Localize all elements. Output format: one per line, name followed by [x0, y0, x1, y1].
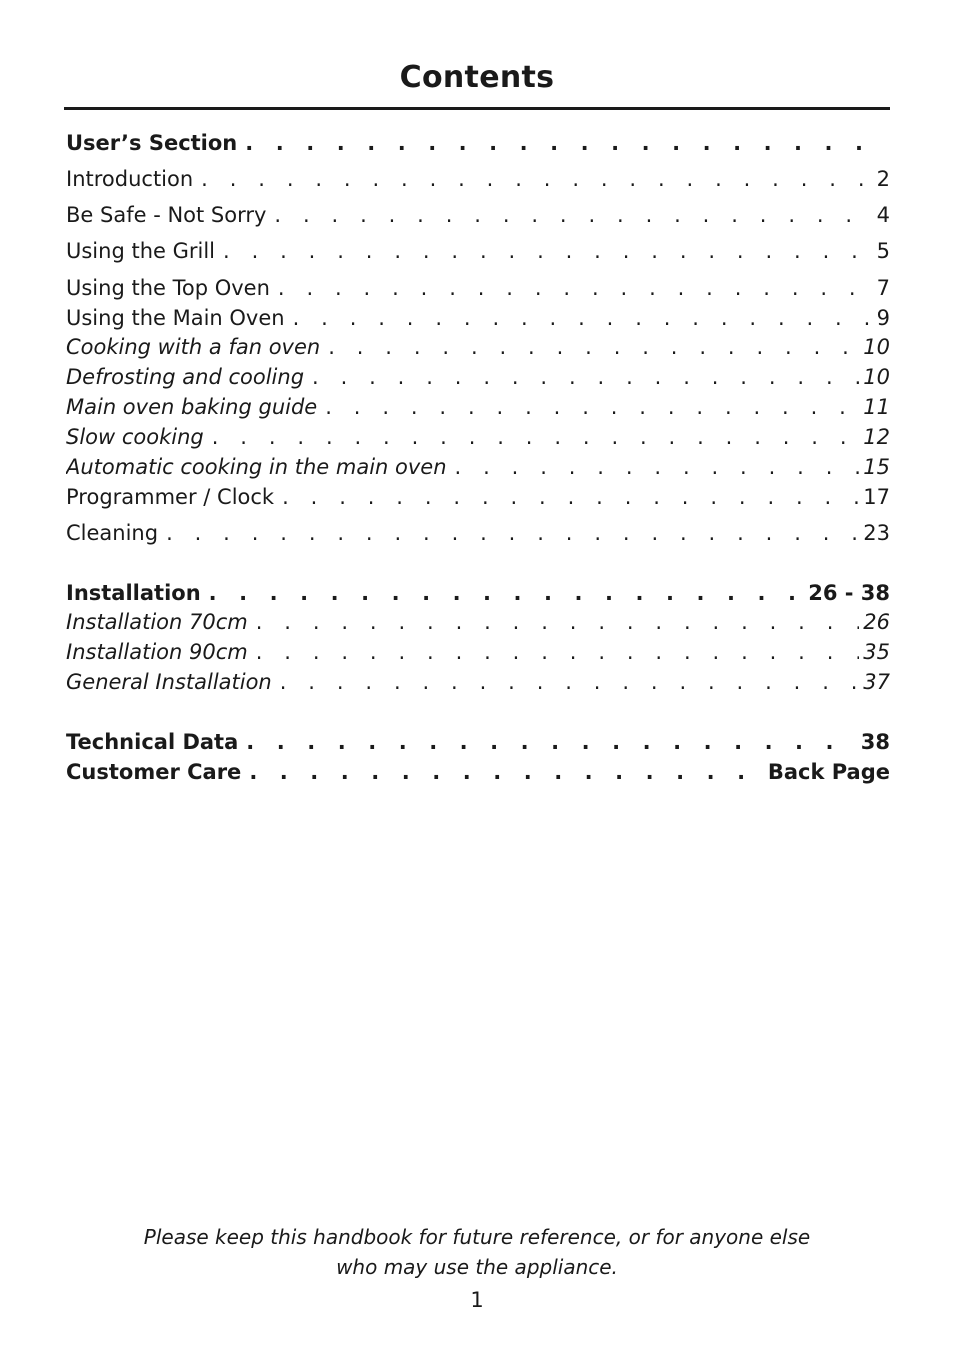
toc-heading-users-section — [66, 128, 890, 156]
toc-page: 2 — [876, 167, 890, 191]
page-number: 1 — [470, 1288, 484, 1312]
toc-leader — [243, 130, 886, 156]
toc-label: Programmer / Clock — [66, 485, 275, 509]
toc-page: Back Page — [767, 760, 890, 784]
toc-entry-installation-90cm — [66, 637, 890, 665]
toc-heading-installation — [66, 578, 890, 606]
toc-page: 12 — [863, 425, 890, 449]
toc-page: 4 — [876, 203, 890, 227]
page-title: Contents — [399, 60, 555, 95]
toc-label: Using the Main Oven — [66, 306, 285, 330]
toc-leader — [247, 759, 764, 785]
toc-entry-fan-oven — [66, 332, 890, 360]
toc-page: 38 — [860, 730, 890, 754]
toc-page: 17 — [863, 485, 890, 509]
toc-label: Using the Grill — [66, 239, 216, 263]
toc-page: 15 — [863, 455, 890, 479]
toc-page: 5 — [876, 239, 890, 263]
toc-label: Installation 90cm — [66, 640, 248, 664]
toc-entry-be-safe — [66, 200, 890, 228]
toc-page: 10 — [863, 335, 890, 359]
toc-leader — [326, 334, 859, 360]
toc-page: 35 — [863, 640, 890, 664]
toc-heading-technical-data — [66, 727, 890, 755]
toc-leader — [280, 484, 859, 510]
toc-label: User’s Section — [66, 131, 238, 155]
toc-entry-cleaning — [66, 518, 890, 546]
toc-page: 26 — [863, 610, 890, 634]
toc-label: Cooking with a fan oven — [66, 335, 321, 359]
toc-page: 9 — [876, 306, 890, 330]
toc-entry-slow-cooking — [66, 422, 890, 450]
toc-label: Slow cooking — [66, 425, 204, 449]
toc-page: 7 — [876, 276, 890, 300]
toc-label: Installation 70cm — [66, 610, 248, 634]
toc-label: Defrosting and cooling — [66, 365, 305, 389]
toc-leader — [278, 669, 860, 695]
toc-leader — [291, 305, 873, 331]
toc-label: Be Safe - Not Sorry — [66, 203, 267, 227]
toc-leader — [254, 639, 860, 665]
toc-leader — [210, 424, 860, 450]
toc-label: Technical Data — [66, 730, 239, 754]
toc-label: Customer Care — [66, 760, 242, 784]
toc-entry-general-installation — [66, 667, 890, 695]
toc-leader — [254, 609, 860, 635]
toc-leader — [323, 394, 859, 420]
toc-page: 23 — [863, 521, 890, 545]
toc-entry-installation-70cm — [66, 607, 890, 635]
title-divider — [64, 107, 890, 110]
toc-label: Automatic cooking in the main oven — [66, 455, 447, 479]
toc-leader — [207, 580, 805, 606]
toc-heading-customer-care — [66, 757, 890, 785]
toc-leader — [453, 454, 860, 480]
toc-label: Cleaning — [66, 521, 159, 545]
toc-page: 10 — [863, 365, 890, 389]
footnote-line-2: who may use the appliance. — [336, 1255, 618, 1279]
toc-label: Using the Top Oven — [66, 276, 270, 300]
toc-label: Main oven baking guide — [66, 395, 318, 419]
toc-label: Introduction — [66, 167, 194, 191]
toc-leader — [199, 166, 872, 192]
footnote-line-1: Please keep this handbook for future reference, or for anyone else — [143, 1225, 811, 1249]
toc-entry-baking-guide — [66, 392, 890, 420]
toc-leader — [276, 275, 873, 301]
toc-leader — [221, 238, 873, 264]
toc-entry-introduction — [66, 164, 890, 192]
toc-entry-top-oven — [66, 273, 890, 301]
toc-label: Installation — [66, 581, 201, 605]
toc-page: 37 — [863, 670, 890, 694]
toc-page: 26 - 38 — [808, 581, 890, 605]
toc-page: 11 — [863, 395, 890, 419]
toc-leader — [272, 202, 872, 228]
toc-leader — [310, 364, 859, 390]
toc-leader — [244, 729, 857, 755]
toc-entry-main-oven — [66, 303, 890, 331]
toc-entry-using-grill — [66, 236, 890, 264]
toc-leader — [164, 520, 859, 546]
toc-entry-defrosting — [66, 362, 890, 390]
toc-entry-programmer-clock — [66, 482, 890, 510]
toc-entry-automatic-cooking — [66, 452, 890, 480]
toc-label: General Installation — [66, 670, 272, 694]
